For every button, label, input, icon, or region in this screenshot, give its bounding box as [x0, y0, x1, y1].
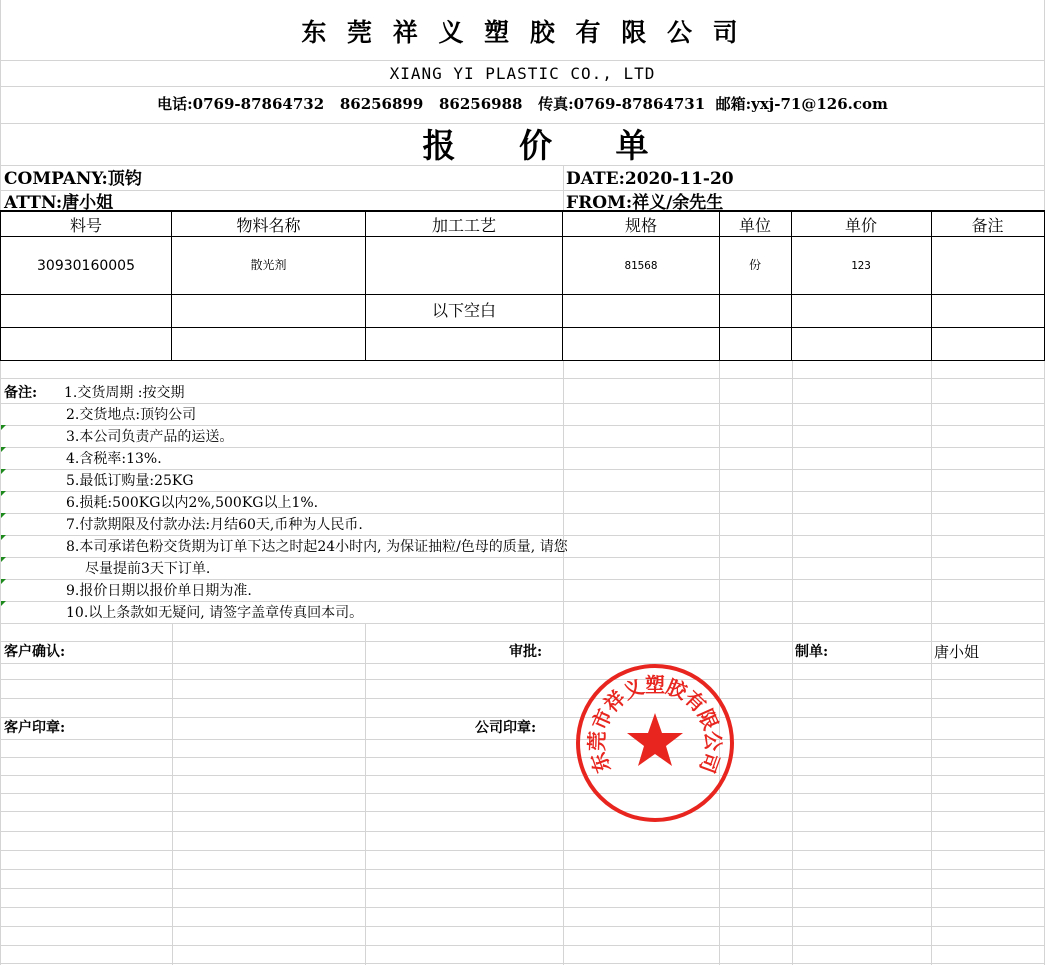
list-item: 6.损耗:500KG以内2%,500KG以上1%. — [66, 495, 319, 511]
cell-unit: 份 — [748, 258, 761, 272]
cell-spec: 81568 — [624, 259, 658, 272]
list-item: 2.交货地点:顶钧公司 — [66, 407, 197, 423]
contact-line: 电话:0769-87864732 86256899 86256988 传真:0769-87864731 邮箱:yxj-71@126.com — [157, 95, 888, 113]
col-header-process: 加工工艺 — [431, 216, 496, 235]
list-item: 1.交货周期 :按交期 — [64, 385, 185, 401]
list-item: 3.本公司负责产品的运送。 — [66, 429, 234, 445]
comment-indicator-icon — [1, 469, 6, 474]
cell-material-name: 散光剂 — [250, 258, 287, 272]
stamp-char: 祥 — [599, 685, 631, 717]
list-item: 4.含税率:13%. — [66, 451, 162, 467]
col-header-spec: 规格 — [624, 216, 657, 235]
list-item: 5.最低订购量:25KG — [66, 473, 194, 489]
company-name-en: XIANG YI PLASTIC CO., LTD — [389, 64, 656, 83]
stamp-char: 义 — [619, 674, 648, 705]
stamp-char: 市 — [586, 705, 618, 734]
list-item: 9.报价日期以报价单日期为准. — [66, 583, 252, 599]
comment-indicator-icon — [1, 513, 6, 518]
customer-seal-label: 客户印章: — [4, 720, 66, 736]
list-item: 7.付款期限及付款办法:月结60天,币种为人民币. — [66, 517, 363, 533]
col-header-material-name: 物料名称 — [236, 216, 301, 235]
notes-label: 备注: — [4, 385, 38, 401]
col-header-price: 单价 — [844, 216, 877, 235]
company-seal-label: 公司印章: — [475, 720, 537, 736]
from-field: FROM:祥义/余先生 — [566, 193, 724, 213]
comment-indicator-icon — [1, 535, 6, 540]
comment-indicator-icon — [1, 425, 6, 430]
col-header-part-no: 料号 — [69, 216, 102, 235]
stamp-char: 有 — [679, 685, 711, 717]
comment-indicator-icon — [1, 601, 6, 606]
stamp-char: 东 — [585, 749, 616, 777]
stamp-char: 公 — [700, 730, 726, 752]
comment-indicator-icon — [1, 557, 6, 562]
col-header-unit: 单位 — [738, 216, 771, 235]
company-field: COMPANY:顶钧 — [4, 169, 142, 189]
stamp-star-icon — [627, 713, 683, 766]
prepared-by-name: 唐小姐 — [934, 643, 980, 661]
list-item: 8.本司承诺色粉交货期为订单下达之时起24小时内, 为保证抽粒/色母的质量, 请您 — [66, 539, 568, 555]
stamp-char: 莞 — [584, 730, 610, 752]
cell-part-no: 30930160005 — [37, 258, 135, 274]
customer-confirm-label: 客户确认: — [4, 644, 66, 660]
company-name-cn: 东 莞 祥 义 塑 胶 有 限 公 司 — [301, 18, 744, 47]
comment-indicator-icon — [1, 579, 6, 584]
prepared-by-label: 制单: — [795, 644, 829, 660]
list-item: 10.以上条款如无疑问, 请签字盖章传真回本司。 — [66, 605, 364, 621]
stamp-char: 胶 — [662, 674, 691, 705]
page-title: 报 价 单 — [422, 126, 675, 165]
col-header-remark: 备注 — [971, 216, 1004, 235]
stamp-char: 限 — [692, 705, 724, 734]
stamp-char: 司 — [694, 749, 725, 777]
comment-indicator-icon — [1, 447, 6, 452]
stamp-char: 塑 — [645, 673, 665, 697]
list-item: 尽量提前3天下订单. — [85, 561, 211, 577]
date-field: DATE:2020-11-20 — [566, 169, 734, 189]
blank-below-note: 以下空白 — [431, 301, 496, 320]
approve-label: 审批: — [509, 644, 543, 660]
cell-price: 123 — [851, 259, 871, 272]
comment-indicator-icon — [1, 491, 6, 496]
attn-field: ATTN:唐小姐 — [4, 193, 114, 213]
company-seal-stamp — [570, 658, 740, 828]
